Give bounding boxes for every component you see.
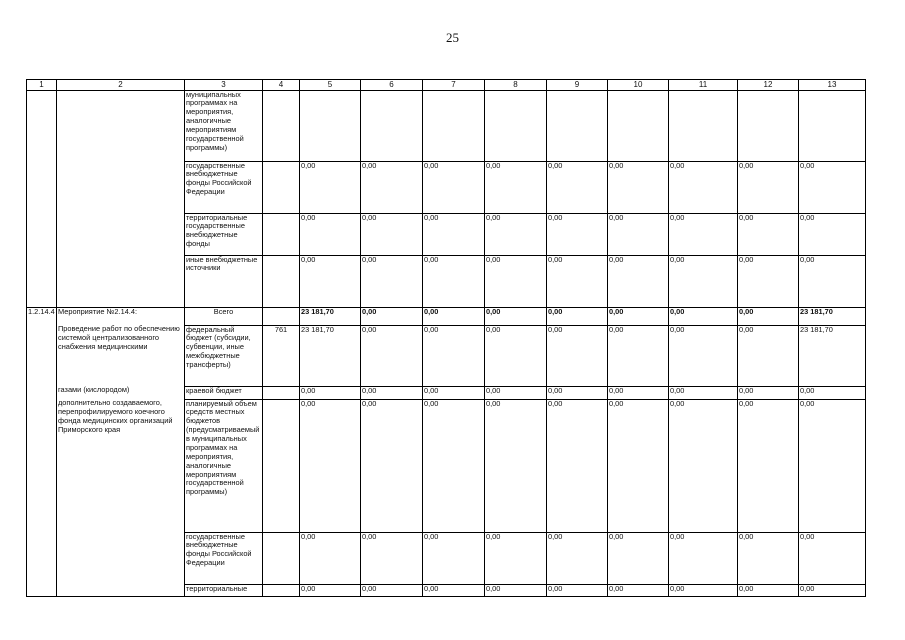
amount-cell: 0,00 [738,213,799,255]
amount-cell: 0,00 [423,325,485,386]
amount-cell: 0,00 [738,307,799,325]
measure-description: дополнительно создаваемого, перепрофилируемого коечного фонда медицинских организаций Приморского края [57,399,185,596]
amount-cell: 0,00 [799,213,866,255]
amount-cell: 0,00 [669,532,738,584]
amount-cell: 23 181,70 [300,307,361,325]
amount-cell: 0,00 [608,325,669,386]
amount-cell: 0,00 [361,161,423,213]
amount-cell: 0,00 [485,213,547,255]
column-number: 4 [263,80,300,91]
amount-cell: 0,00 [423,584,485,596]
funding-source: муниципальных программах на мероприятия, аналогичные мероприятиям государственной программы) [185,90,263,161]
amount-cell: 0,00 [669,399,738,532]
funding-source: государственные внебюджетные фонды Российской Федерации [185,161,263,213]
column-number: 5 [300,80,361,91]
column-number: 12 [738,80,799,91]
column-number: 11 [669,80,738,91]
measure-code: 1.2.14.4 [27,307,57,596]
amount-cell: 0,00 [608,584,669,596]
amount-cell: 23 181,70 [799,325,866,386]
amount-cell: 0,00 [361,325,423,386]
table-row [27,399,866,532]
amount-cell: 0,00 [361,307,423,325]
amount-cell: 0,00 [799,584,866,596]
funding-source: государственные внебюджетные фонды Российской Федерации [185,532,263,584]
amount-cell: 0,00 [361,255,423,307]
amount-cell: 0,00 [485,325,547,386]
amount-cell: 0,00 [608,255,669,307]
amount-cell: 0,00 [547,399,608,532]
amount-cell: 0,00 [799,161,866,213]
kbk-cell [263,399,300,532]
kbk-cell [263,213,300,255]
amount-cell: 0,00 [423,532,485,584]
funding-source: территориальные государственные внебюджетные фонды [185,213,263,255]
amount-cell [738,90,799,161]
kbk-cell [263,584,300,596]
amount-cell: 0,00 [485,399,547,532]
column-number: 2 [57,80,185,91]
amount-cell: 0,00 [738,386,799,399]
amount-cell: 0,00 [547,255,608,307]
amount-cell: 0,00 [738,399,799,532]
amount-cell: 0,00 [547,386,608,399]
amount-cell: 0,00 [738,584,799,596]
amount-cell: 0,00 [485,307,547,325]
column-number: 7 [423,80,485,91]
amount-cell: 0,00 [423,307,485,325]
amount-cell: 0,00 [608,386,669,399]
kbk-cell [263,255,300,307]
amount-cell: 0,00 [485,255,547,307]
budget-table [26,79,866,597]
funding-source: иные внебюджетные источники [185,255,263,307]
kbk-cell [263,307,300,325]
column-number: 3 [185,80,263,91]
column-number-row [27,80,866,91]
table-row [27,307,866,325]
amount-cell: 0,00 [608,307,669,325]
amount-cell: 0,00 [361,532,423,584]
amount-cell: 0,00 [608,161,669,213]
amount-cell: 0,00 [547,213,608,255]
amount-cell: 0,00 [547,584,608,596]
amount-cell: 0,00 [669,386,738,399]
amount-cell: 0,00 [799,255,866,307]
table-row [27,386,866,399]
amount-cell: 0,00 [799,399,866,532]
amount-cell: 0,00 [361,213,423,255]
amount-cell: 0,00 [300,399,361,532]
amount-cell: 0,00 [738,255,799,307]
measure-description: Проведение работ по обеспечению системой централизованного снабжения медицинскими [57,325,185,386]
table-row [27,325,866,386]
amount-cell: 0,00 [547,161,608,213]
amount-cell: 0,00 [738,161,799,213]
amount-cell: 0,00 [547,325,608,386]
amount-cell: 0,00 [300,213,361,255]
amount-cell: 0,00 [361,584,423,596]
kbk-cell [263,161,300,213]
amount-cell: 0,00 [485,532,547,584]
funding-source: территориальные [185,584,263,596]
funding-source-total: Всего [185,307,263,325]
amount-cell: 0,00 [300,532,361,584]
amount-cell: 23 181,70 [300,325,361,386]
amount-cell: 0,00 [423,386,485,399]
amount-cell [361,90,423,161]
amount-cell: 0,00 [738,532,799,584]
measure-code-cell [27,90,57,307]
amount-cell [669,90,738,161]
amount-cell: 0,00 [669,161,738,213]
amount-cell: 0,00 [738,325,799,386]
measure-description: газами (кислородом) [57,386,185,399]
amount-cell: 0,00 [300,161,361,213]
funding-source: краевой бюджет [185,386,263,399]
amount-cell: 0,00 [669,307,738,325]
amount-cell: 0,00 [423,161,485,213]
amount-cell [608,90,669,161]
amount-cell: 0,00 [799,386,866,399]
amount-cell: 0,00 [547,532,608,584]
amount-cell [547,90,608,161]
measure-title-cell [57,90,185,307]
amount-cell: 0,00 [485,386,547,399]
amount-cell: 0,00 [361,399,423,532]
amount-cell: 0,00 [485,584,547,596]
column-number: 10 [608,80,669,91]
amount-cell: 0,00 [669,255,738,307]
amount-cell [423,90,485,161]
amount-cell: 0,00 [669,584,738,596]
amount-cell: 0,00 [423,213,485,255]
amount-cell: 0,00 [361,386,423,399]
table-row [27,90,866,161]
amount-cell: 0,00 [608,213,669,255]
kbk-cell [263,90,300,161]
amount-cell: 0,00 [608,399,669,532]
column-number: 9 [547,80,608,91]
kbk-cell [263,532,300,584]
funding-source: планируемый объем средств местных бюджетов (предусматриваемый в муниципальных программах на мероприятия, аналогичные мероприятиям государственной программы) [185,399,263,532]
amount-cell: 0,00 [799,532,866,584]
amount-cell: 0,00 [669,325,738,386]
amount-cell: 0,00 [669,213,738,255]
page-number: 25 [446,30,459,45]
amount-cell: 0,00 [423,399,485,532]
amount-cell [300,90,361,161]
funding-source: федеральный бюджет (субсидии, субвенции, иные межбюджетные трансферты) [185,325,263,386]
amount-cell: 0,00 [423,255,485,307]
column-number: 8 [485,80,547,91]
amount-cell: 0,00 [300,255,361,307]
amount-cell: 0,00 [608,532,669,584]
amount-cell: 0,00 [485,161,547,213]
measure-title: Мероприятие №2.14.4: [57,307,185,325]
amount-cell: 0,00 [300,584,361,596]
amount-cell: 0,00 [547,307,608,325]
kbk-cell: 761 [263,325,300,386]
amount-cell [485,90,547,161]
amount-cell: 23 181,70 [799,307,866,325]
column-number: 6 [361,80,423,91]
column-number: 1 [27,80,57,91]
amount-cell [799,90,866,161]
amount-cell: 0,00 [300,386,361,399]
kbk-cell [263,386,300,399]
column-number: 13 [799,80,866,91]
